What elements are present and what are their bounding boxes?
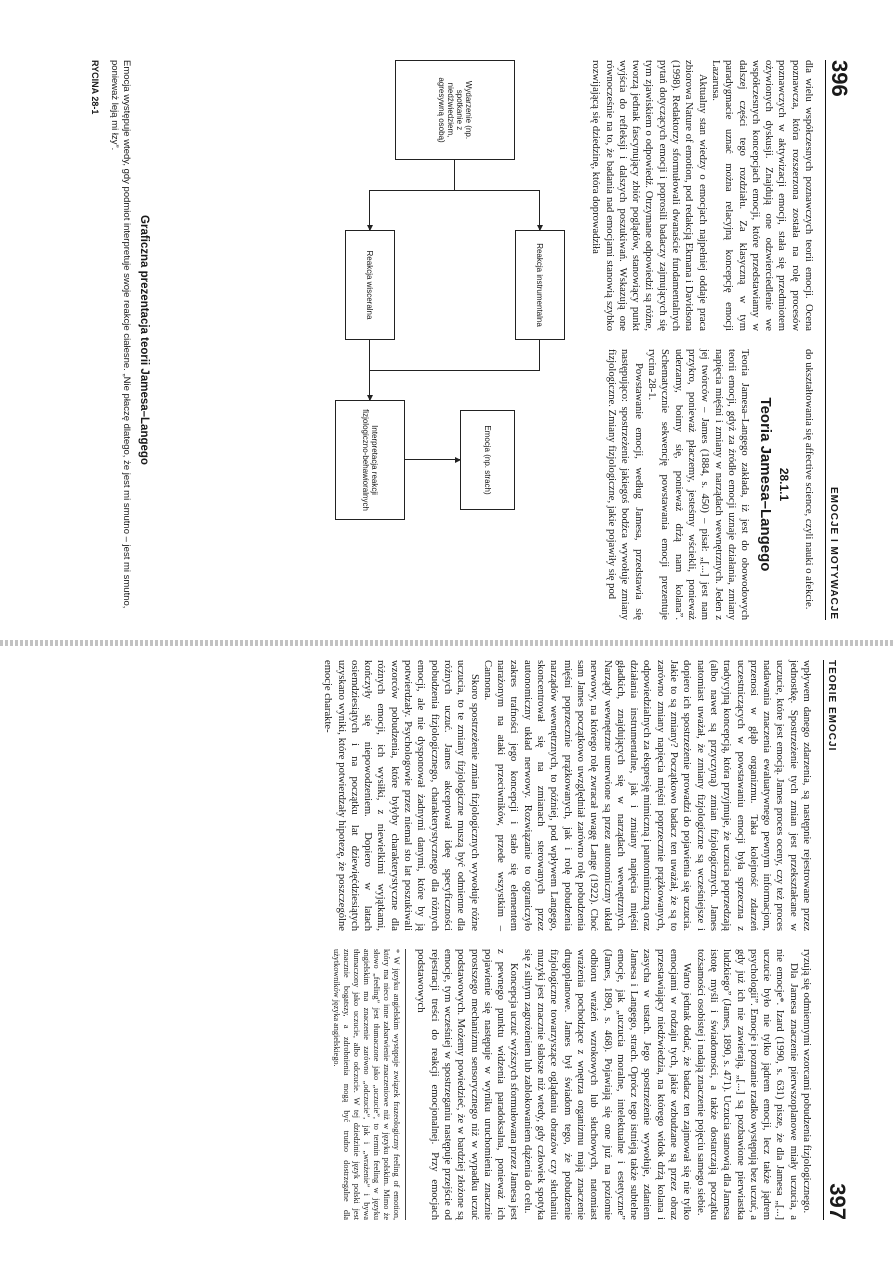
diagram-box-visceral: Reakcja wisceralna — [345, 230, 395, 340]
section-title: Teoria Jamesa–Langego — [757, 397, 775, 572]
footnote: * W języku angielskim występuje związek frazeologiczny feeling of emotion, który ma nieco inne zabarwienie znaczeniowe niż w języku polskim. Mimo że słowo „feeling” jest tłumaczone jako „uczucie”, to termin feeling w języku angielskim ma znaczenie zarówno „odczucie”, jak i „wrażenie” i bywa tłumaczony jako uczucie, albo odczucie. W tej dziedzinie język polski jest znacznie bogatszy, a zdrobnienia mogą być trudno dostrzegalne dla użytkowników języka angielskiego. — [331, 949, 406, 1220]
right-page-header — [823, 660, 850, 1220]
right-col2 — [321, 949, 813, 1220]
caption-label: RYCINA 28-1 — [90, 60, 100, 115]
paragraph: Dla Jamesa znaczenie pierwszoplanowe miały uczucia, a nie emocje*. Izard (1990, s. 631) pisze, że dla Jamesa „[...] uczucie było nie tylko jądrem emocji, lecz także jądrem psychologii”. Emocje i poznanie rzadko występują bez uczuć, a gdy już ich nie zawierają, „[...] są pozbawione pierwiastka ludzkiego” (James, 1890, s. 471). Uczucia stanowią dla Jamesa istotę myśli i świadomości, a także dostarczają początku tożsamości osobistej i nadają znaczenie pojęciu samego siebie. — [694, 949, 799, 1220]
caption-title: Graficzna prezentacja teorii Jamesa–Langego — [138, 215, 150, 465]
paragraph: Powstawanie emocji, według Jamesa, przedstawia się następująco: spostrzeżenie jakiegoś bodźca wywołuje zmiany fizjologiczne. Zmiany fizjologiczne, jakie pojawiły się pod — [606, 349, 644, 620]
paragraph: Skoro spostrzeżenie zmian fizjologicznych wywołuje różne uczucia, to te zmiany fizjologiczne muszą być odmienne dla różnych uczuć. James akceptował ideę specyficzności pobudzenia fizjologicznego, charakterystycznego dla różnych emocji, ale nie dysponował żadnymi danymi, które by ją potwierdzały. Psychologowie przez niemal sto lat poszukiwali wzorców pobudzenia, które byłyby charakterystyczne dla różnych emocji, ich wysiłki, z niewielkimi wyjątkami, kończyły się niepowodzeniem. Dopiero w latach osiemdziesiątych i na początku lat dziewięćdziesiątych uzyskano wyniki, które potwierdzały hipotezę, że poszczególne emocje charakte- — [322, 660, 480, 931]
paragraph: wpływem danego zdarzenia, są następnie rejestrowane przez jednostkę. Spostrzeżenie tych zmian jest przekształcane w uczucie, które jest emocją. James proces oceny, czy też proces nadawania znaczenia ewaluatywnego pewnym informacjom, przenosi w głąb organizmu. Taka kolejność zdarzeń uczestniczących w powstawaniu emocji była sprzeczna z tradycyjną koncepcją, która przyjmuje, że uczucia poprzedzają (albo nawet są przyczyną) zmian fizjologicznych. James natomiast uważał, że zmiany fizjologiczne są wcześniejsze i dopiero ich spostrzeżenie prowadzi do pojawienia się uczucia. Jakie to są zmiany? Początkowo badacz ten uważał, że są to zarówno zmiany napięcia mięśni poprzecznie prążkowanych, odpowiedzialnych za ekspresję mimiczną i pantomimiczną oraz działania instrumentalne, jak i zmiany napięcia mięśni gładkich, znajdujących się w narządach wewnętrznych. Narządy wewnętrzne unerwione są przez autonomiczny układ nerwowy, na którego rolę zwracał uwagę Lange (1922). Choć sam James początkowo uwzględniał zarówno rolę pobudzenia mięśni poprzecznie prążkowanych, jak i rolę pobudzenia narządów wewnętrznych, to później, pod wpływem Langego, skoncentrował się na zmianach sterowanych przez autonomiczny układ nerwowy. Rozwiązanie to ograniczyło zakres trafności jego koncepcji i stało się elementem narażonym na ataki przeciwników, przede wszystkim – Cannona. — [481, 660, 812, 931]
caption-text: Emocja występuje wtedy, gdy podmiot interpretuje swoje reakcje ciałesne. „Nie płaczę dlatego, że jest mi smutno – jest mi smutno, ponieważ leją mi łzy”. — [109, 60, 132, 609]
page-number-396: 396 — [827, 60, 852, 97]
page-gutter — [0, 640, 893, 646]
paragraph: ryzują się odmiennymi wzorcami pobudzenia fizjologicznego. — [801, 949, 812, 1214]
left-page-header — [825, 60, 852, 620]
section-number: 28.1.1 — [776, 467, 791, 502]
right-col1 — [321, 660, 813, 931]
diagram-box-emotion: Emocja (np. strach) — [460, 410, 515, 510]
paragraph: Teoria Jamesa–Langego zakłada, iż jest do obowodowych teorii emocji, gdyż za źródło emocji uznaje działania, zmiany napięcia mięśni i zmiany w narządach wewnętrznych. Jeden z jej twórców – James (1884, s. 450) – pisał: „[...] jest nam przykro, ponieważ płaczemy, jesteśmy wściekli, ponieważ uderzamy, boimy się, ponieważ drżą nam kolana”. Schematycznie sekwencję powstawania emocji prezentuje rycina 28-1. — [646, 349, 751, 620]
paragraph: Aktualny stan wiedzy o emocjach najpełniej oddaje praca zbiorowa Nature of emotion, pod redakcją Ekmana i Davidsona (1998). Redaktorzy sformułowali dwanaście fundamentalnych pytań dotyczących emocji i poprosili badaczy zajmujących się tym zjawiskiem o odpowiedź. Otrzymane odpowiedzi są różne, tworzą jednak fascynujący zbiór poglądów, stanowiący punkt wyjścia do refleksji i dalszych poszukiwań. Wskazują one równocześnie na to, że badania nad emocjami stanowią szybko rozwijającą się dziedzinę, która doprowadziła — [590, 60, 708, 331]
diagram-box-interpretation: Interpretacja reakcji fizjologiczno-behawioralnych — [335, 400, 405, 520]
figure-caption — [90, 60, 150, 620]
running-head-right: TEORIE EMOCJI — [826, 660, 837, 752]
james-lange-diagram — [325, 60, 575, 620]
diagram-box-event: Wydarzenie (np. spotkanie z niedźwiedziem, agresywną osobą) — [395, 60, 515, 160]
left-col1 — [589, 60, 815, 331]
paragraph: Koncepcja uczuć wyższych sformułowana przez Jamesa jest z pewnego punktu widzenia paradoksalna, ponieważ ich pojawienie się następuje w wyniku uruchomienia znacznie prostszego mechanizmu sensorycznego niż w wypadku uczuć podstawowych. Możemy powiedzieć, że w bardziej złożone są emocje, tym wcześniej w spostrzeganiu następuje przejście od rejestracji treści do reakcji emocjonalnej. Przy emocjach podstawowych — [415, 949, 520, 1220]
paragraph: dla wielu współczesnych poznawczych teorii emocji. Ocena poznawcza, która rozszerzona została na rolę procesów poznawczych w aktywizacji emocji, stała się przedmiotem ożywionych dyskusji. Znajdują one odzwierciedlenie we współczesnych koncepcjach emocji, które przedstawiamy w dalszej części tego rozdziału. Za klasyczną w tym paradygmacie uznać można relacyjną koncepcję emocji Lazarusa. — [709, 60, 814, 331]
left-page — [67, 60, 852, 620]
right-page — [65, 660, 850, 1220]
left-col2 — [589, 349, 815, 620]
page-number-397: 397 — [825, 1183, 850, 1220]
diagram-box-instrumental: Reakcja instrumentalna — [515, 230, 565, 340]
paragraph: Warto jednak dodać, że badacz ten zajmował się nie tylko emocjami w rodzaju tych, jakie wzbudzane są przez obraz przestawiający niedźwiedzia, na którego widok drżą kolana i zasycha w ustach. Jego spostrzeżenie wywołuje, zdaniem Jamesa i Langego, strach. Oprócz tego istnieją także subtelne emocje, jak „uczucia moralne, intelektualne i estetyczne” (James, 1890, s. 468). Pojawiają się one już na poziomie odbioru wrażeń wzrokowych lub słuchowych, natomiast wrażenia pochodzące z wnętrza organizmu mają znaczenie drugoplanowe. James był świadom tego, że pobudzenie fizjologiczne towarzyszące oglądaniu obrazów czy słuchaniu muzyki jest znacznie słabsze niż wtedy, gdy człowiek spotyka się z silnym zagrożeniem lub zablokowaniem dążenia do celu. — [521, 949, 693, 1220]
running-head-left: EMOCJE I MOTYWACJE — [828, 486, 839, 620]
paragraph: do ukształtowania się affective science, czyli nauki o afekcie. — [803, 349, 814, 610]
